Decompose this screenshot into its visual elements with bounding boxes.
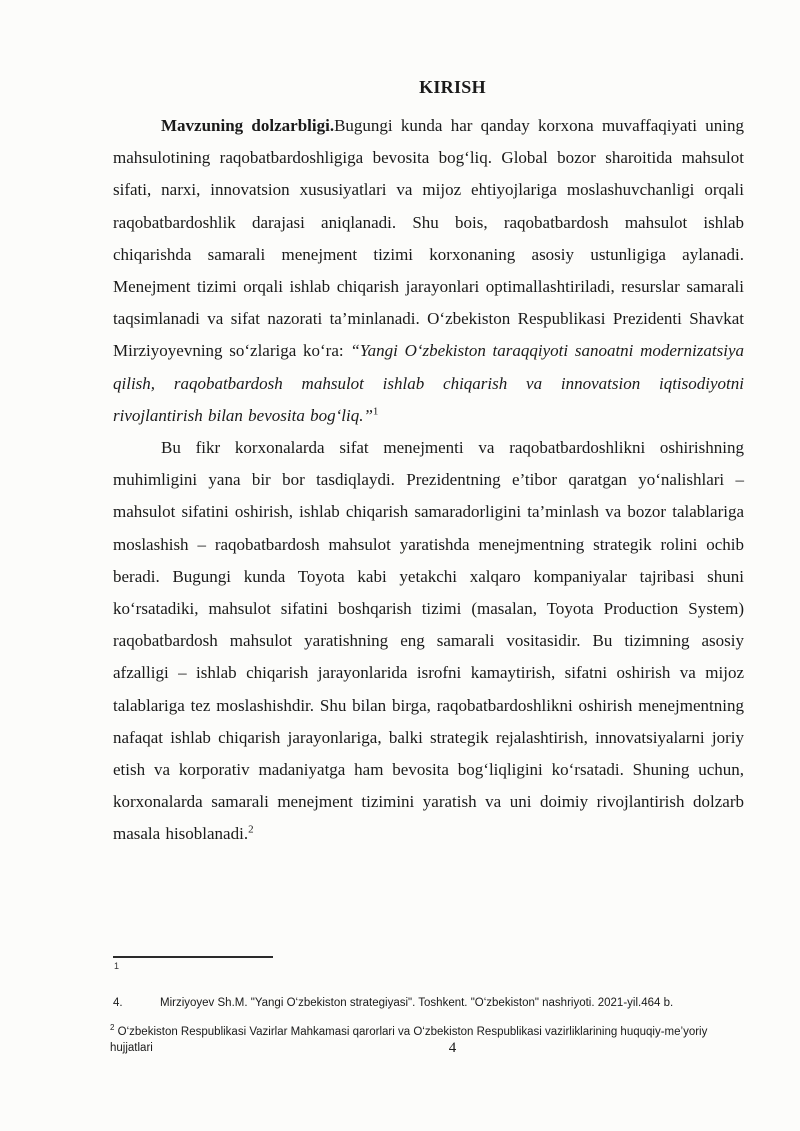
footnote-reference-1: 1 xyxy=(372,405,379,418)
paragraph-intro xyxy=(113,110,744,432)
paragraph-lead-bold: Mavzuning dolzarbligi. xyxy=(161,116,335,135)
footnote-item-2-marker: 2 xyxy=(110,1023,115,1033)
page-title: KIRISH xyxy=(419,77,486,97)
page-number: 4 xyxy=(448,1040,457,1056)
footnote-reference-2: 2 xyxy=(248,823,254,836)
paragraph-analysis-text: Bu fikr korxonalarda sifat menejmenti va raqobatbardoshlikni oshirishning muhimligini yana bir bor tasdiqlaydi. Prezidentning e’tibor qaratgan yo‘nalishlari – mahsulot sifatini oshirish, ishlab chiqarish samaradorligini ta’minlash va bozor talablariga moslashish – raqobatbardosh mahsulot yaratishda menejmentning strategik rolini ochib beradi. Bugungi kunda Toyota kabi yetakchi xalqaro kompaniyalar tajribasi shuni ko‘rsatadiki, mahsulot sifatini boshqarish tizimi (masalan, Toyota Production System) raqobatbardosh mahsulot yaratishning eng samarali vositasidir. Bu tizimning asosiy afzalligi – ishlab chiqarish jarayonlarida isrofni kamaytirish, sifatni oshirish va mijoz talablariga tez moslashishdir. Shu bilan birga, raqobatbardoshlikni oshirish menejmentning nafaqat ishlab chiqarish jarayonlariga, balki strategik rejalashtirish, innovatsiyalarni joriy etish va korporativ madaniyatga ham bevosita bog‘liqligini ko‘rsatadi. Shuning uchun, korxonalarda samarali menejment tizimini yaratish va uni doimiy rivojlantirish dolzarb masala hisoblanadi. xyxy=(113,438,744,844)
president-quote: “Yangi O‘zbekiston taraqqiyoti sanoatni modernizatsiya qilish, raqobatbardosh mahsulot ishlab chiqarish va innovatsion iqtisodiyotni rivojlantirish bilan bevosita bog‘liq.” xyxy=(113,341,744,425)
footnote-item-1 xyxy=(113,995,744,1011)
footnote-item-2-text: O‘zbekiston Respublikasi Vazirlar Mahkamasi qarorlari va O‘zbekiston Respublikasi vazirliklarining huquqiy-me’yoriy hujjatlari xyxy=(110,1026,708,1054)
footnote-item-1-number: 4. xyxy=(113,997,123,1009)
paragraph-intro-text: Bugungi kunda har qanday korxona muvaffaqiyati uning mahsulotining raqobatbardoshligiga bevosita bog‘liq. Global bozor sharoitida mahsulot sifati, narxi, innovatsion xususiyatlari va mijoz ehtiyojlariga moslashuvchanligi orqali raqobatbardoshlik darajasi aniqlanadi. Shu bois, raqobatbardosh mahsulot ishlab chiqarishda samarali menejment tizimi korxonaning asosiy ustunligiga aylanadi. Menejment tizimi orqali ishlab chiqarish jarayonlari optimallashtiriladi, resurslar samarali taqsimlanadi va sifat nazorati ta’minlanadi. O‘zbekiston Respublikasi Prezidenti Shavkat Mirziyoyevning so‘zlariga ko‘ra: xyxy=(113,116,744,361)
page-content xyxy=(113,74,744,851)
paragraph-analysis xyxy=(113,432,744,851)
footnote-marker-1: 1 xyxy=(114,961,120,971)
footnote-separator xyxy=(113,956,273,958)
footnote-item-1-text: Mirziyoyev Sh.M. "Yangi O‘zbekiston strategiyasi". Toshkent. "O‘zbekiston" nashriyoti. 2021-yil.464 b. xyxy=(160,997,674,1009)
